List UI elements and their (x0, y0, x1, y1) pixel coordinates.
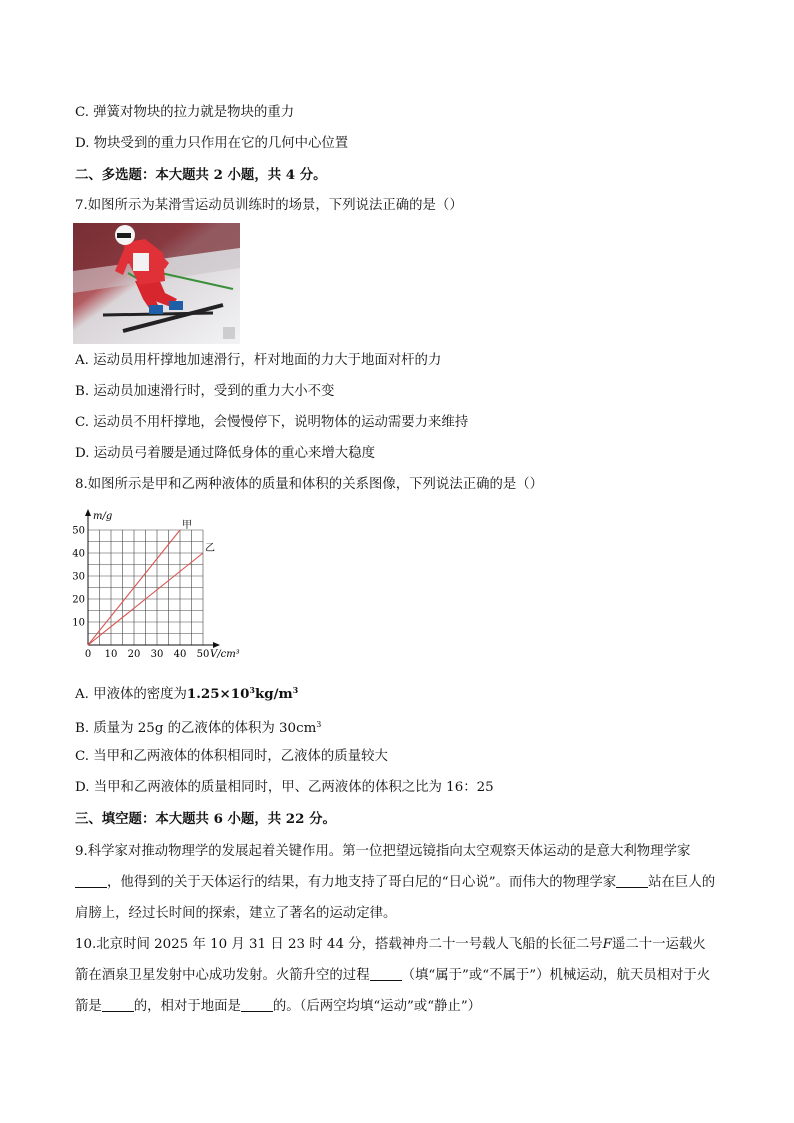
q8-option-a-exponent: 3 (249, 685, 255, 695)
q10-blank-1[interactable] (370, 966, 402, 981)
x-tick-label: 20 (127, 649, 141, 660)
section-2-title: 二、多选题：本大题共 2 小题，共 4 分。 (75, 167, 327, 183)
q8-option-a-number: 1.25×10 (186, 686, 250, 702)
y-axis-label: m/g (93, 511, 113, 522)
q6-option-d: D. 物块受到的重力只作用在它的几何中心位置 (75, 136, 349, 151)
q10-part-4: 的。（后两空均填“运动”或“静止”） (272, 999, 482, 1014)
y-tick-label: 10 (72, 617, 85, 629)
q8-option-a-value (187, 686, 298, 702)
q9-part-1: 9.科学家对推动物理学的发展起着关键作用。第一位把望远镜指向太空观察天体运动的是意大利物理学家 (75, 844, 691, 859)
section-3-title: 三、填空题：本大题共 6 小题，共 22 分。 (75, 811, 336, 827)
q8-option-c: C. 当甲和乙两液体的体积相同时，乙液体的质量较大 (75, 749, 388, 764)
q6-option-c: C. 弹簧对物块的拉力就是物块的重力 (75, 105, 295, 120)
series-label: 甲 (182, 520, 192, 531)
mass-volume-chart (70, 506, 245, 666)
q10-part-3: 的，相对于地面是 (133, 999, 241, 1014)
x-tick-label: 40 (173, 649, 187, 660)
series-label: 乙 (205, 543, 215, 554)
x-tick-label: 0 (84, 649, 92, 660)
q9-part-3: 站在巨人的肩膀上，经过长时间的探索，建立了著名的运动定律。 (75, 875, 716, 921)
q7-option-b: B. 运动员加速滑行时，受到的重力大小不变 (75, 384, 335, 399)
y-tick-label: 20 (72, 594, 85, 606)
x-axis-arrow (213, 642, 220, 648)
q7-stem: 7.如图所示为某滑雪运动员训练时的场景，下列说法正确的是（） (75, 198, 463, 213)
q10-part-2: （填“属于”或“不属于”）机械运动，航天员相对于火箭是 (75, 968, 711, 1014)
q10-part-1b: 遥二十一运载火箭在酒泉卫星发射中心成功发射。火箭升空的过程 (75, 937, 706, 983)
x-axis-label: V/cm³ (210, 649, 240, 660)
x-tick-label: 10 (104, 649, 118, 660)
q7-option-a: A. 运动员用杆撑地加速滑行，杆对地面的力大于地面对杆的力 (75, 353, 442, 368)
q10-blank-2[interactable] (102, 997, 134, 1012)
q9-text (75, 836, 719, 929)
q8-option-a (75, 681, 298, 704)
skier-photo (73, 223, 240, 344)
q8-option-b (75, 716, 321, 738)
q10-part-1: 10.北京时间 2025 年 10 月 31 日 23 时 44 分，搭载神舟二十一号载人飞船的长征二号 (75, 937, 603, 952)
q8-option-a-prefix: A. 甲液体的密度为 (75, 687, 187, 702)
chart-svg (70, 506, 245, 666)
x-tick-label: 30 (150, 649, 164, 660)
y-tick-label: 40 (72, 548, 85, 560)
y-tick-label: 50 (72, 525, 85, 537)
y-tick-label: 30 (72, 571, 85, 583)
q7-option-c: C. 运动员不用杆撑地，会慢慢停下，说明物体的运动需要力来维持 (75, 415, 469, 430)
q8-option-a-unit: kg/m (254, 686, 293, 702)
x-tick-label: 50 (196, 649, 210, 660)
q9-part-2: ，他得到的关于天体运行的结果，有力地支持了哥白尼的“日心说”。而伟大的物理学家 (107, 875, 617, 890)
q9-blank-1[interactable] (75, 873, 107, 888)
q8-option-b-unit: cm (296, 721, 317, 736)
q10-text (75, 929, 719, 1022)
q8-option-a-unit-exponent: 3 (292, 685, 299, 695)
q8-option-b-unit-exponent: 3 (316, 720, 322, 729)
q7-option-d: D. 运动员弓着腰是通过降低身体的重心来增大稳度 (75, 446, 375, 461)
q8-option-d: D. 当甲和乙两液体的质量相同时，甲、乙两液体的体积之比为 16：25 (75, 780, 494, 795)
q10-blank-3[interactable] (241, 997, 273, 1012)
q10-rocket-letter: F (602, 937, 612, 952)
q9-blank-2[interactable] (616, 873, 648, 888)
q8-option-b-text: B. 质量为 25g 的乙液体的体积为 30 (75, 721, 297, 736)
q8-stem: 8.如图所示是甲和乙两种液体的质量和体积的关系图像，下列说法正确的是（） (75, 477, 544, 492)
y-axis-arrow (85, 509, 91, 516)
